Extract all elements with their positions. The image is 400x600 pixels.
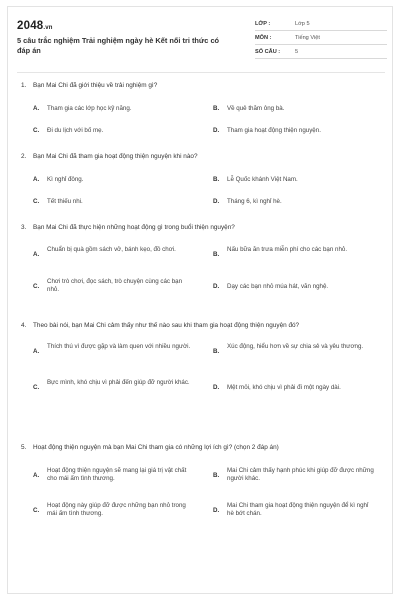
option-letter: A. xyxy=(33,472,40,479)
question-text: Hoạt động thiện nguyện mà bạn Mai Chi tham gia có những lợi ích gì? (chọn 2 đáp án) xyxy=(33,444,279,451)
option-text: Hoạt động thiện nguyện sẽ mang lại giá trị vật chất cho mái ấm tình thương. xyxy=(47,467,187,482)
option-letter: B. xyxy=(213,251,220,258)
question-heading xyxy=(21,80,381,92)
option-letter: A. xyxy=(33,348,40,355)
worksheet-card xyxy=(7,6,393,594)
option-letter: D. xyxy=(213,127,220,134)
option-letter: B. xyxy=(213,176,220,183)
meta-key: SỐ CÂU : xyxy=(255,49,281,55)
option-text: Đi du lịch với bố mẹ. xyxy=(47,127,104,134)
option-text: Về quê thăm ông bà. xyxy=(227,105,285,112)
header-divider xyxy=(17,72,385,73)
meta-value: Tiếng Việt xyxy=(295,35,320,41)
option-letter: B. xyxy=(213,348,220,355)
question-heading xyxy=(21,442,381,454)
worksheet-meta xyxy=(255,17,387,59)
option-letter: C. xyxy=(33,384,40,391)
option-text: Hoạt động này giúp đỡ được những bạn nhỏ trong mái ấm tình thương. xyxy=(47,502,186,517)
question-number: 2. xyxy=(21,153,27,160)
meta-value: 5 xyxy=(295,49,299,55)
option-text: Tham gia các lớp học kỹ năng. xyxy=(47,105,132,112)
option-text: Mai Chi tham gia hoạt động thiện nguyện để kì nghỉ hè bớt chán. xyxy=(227,502,369,517)
option-text: Tháng 6, kì nghỉ hè. xyxy=(227,198,282,205)
option-text: Chuẩn bị quà gồm sách vở, bánh kẹo, đồ chơi. xyxy=(47,246,176,253)
option-letter: C. xyxy=(33,127,40,134)
worksheet-header xyxy=(17,17,385,67)
option-text: Nấu bữa ăn trưa miễn phí cho các bạn nhỏ. xyxy=(227,246,348,253)
question-text: Theo bài nói, bạn Mai Chi cảm thấy như thế nào sau khi tham gia hoạt động thiện nguyện đó? xyxy=(33,322,300,329)
option-text: Tham gia hoạt động thiện nguyện. xyxy=(227,127,321,134)
meta-value: Lớp 5 xyxy=(295,21,310,27)
logo-name: 2048 xyxy=(17,20,44,32)
site-logo[interactable] xyxy=(17,20,53,32)
option-text: Tết thiếu nhi. xyxy=(47,198,83,205)
option-letter: D. xyxy=(213,283,220,290)
question-5 xyxy=(21,442,381,517)
worksheet-title: 5 câu trắc nghiệm Trải nghiệm ngày hè Kết nối tri thức có đáp án xyxy=(17,36,220,55)
option-text: Mai Chi cảm thấy hạnh phúc khi giúp đỡ được những người khác. xyxy=(227,467,374,482)
option-letter: A. xyxy=(33,251,40,258)
question-3 xyxy=(21,222,381,293)
question-number: 3. xyxy=(21,224,27,231)
option-text: Chơi trò chơi, đọc sách, trò chuyện cùng các bạn nhỏ. xyxy=(47,278,183,293)
option-text: Bực mình, khó chịu vì phải đến giúp đỡ người khác. xyxy=(47,379,190,386)
question-text: Bạn Mai Chi đã tham gia hoạt động thiện nguyện khi nào? xyxy=(33,153,198,160)
option-text: Thích thú vì được gặp và làm quen với nhiều người. xyxy=(47,343,191,350)
option-letter: D. xyxy=(213,198,220,205)
option-text: Xúc động, hiểu hơn về sự chia sẻ và yêu thương. xyxy=(227,343,364,350)
option-text: Dạy các bạn nhỏ múa hát, văn nghệ. xyxy=(227,283,329,290)
option-text: Mệt mỏi, khó chịu vì phải đi một ngày dài. xyxy=(227,384,341,391)
option-letter: B. xyxy=(213,105,220,112)
option-letter: C. xyxy=(33,283,40,290)
option-text: Lễ Quốc khánh Việt Nam. xyxy=(227,176,298,183)
question-number: 4. xyxy=(21,322,27,329)
question-heading xyxy=(21,151,381,163)
question-4 xyxy=(21,320,381,391)
option-letter: B. xyxy=(213,472,220,479)
question-1 xyxy=(21,80,381,134)
question-heading xyxy=(21,222,381,234)
question-text: Bạn Mai Chi đã thực hiện những hoạt động gì trong buổi thiện nguyện? xyxy=(33,224,235,231)
meta-row-subject xyxy=(255,31,387,45)
option-letter: C. xyxy=(33,198,40,205)
meta-key: LỚP : xyxy=(255,21,271,27)
question-text: Bạn Mai Chi đã giới thiệu về trải nghiệm gì? xyxy=(33,82,158,89)
option-letter: A. xyxy=(33,105,40,112)
option-text: Kì nghỉ đông. xyxy=(47,176,84,183)
question-heading xyxy=(21,320,381,332)
logo-tld: .vn xyxy=(43,25,53,31)
meta-row-count xyxy=(255,45,387,59)
meta-row-class xyxy=(255,17,387,31)
question-2 xyxy=(21,151,381,205)
question-number: 1. xyxy=(21,82,27,89)
question-number: 5. xyxy=(21,444,27,451)
option-letter: D. xyxy=(213,507,220,514)
meta-key: MÔN : xyxy=(255,35,272,41)
option-letter: D. xyxy=(213,384,220,391)
option-letter: A. xyxy=(33,176,40,183)
option-letter: C. xyxy=(33,507,40,514)
